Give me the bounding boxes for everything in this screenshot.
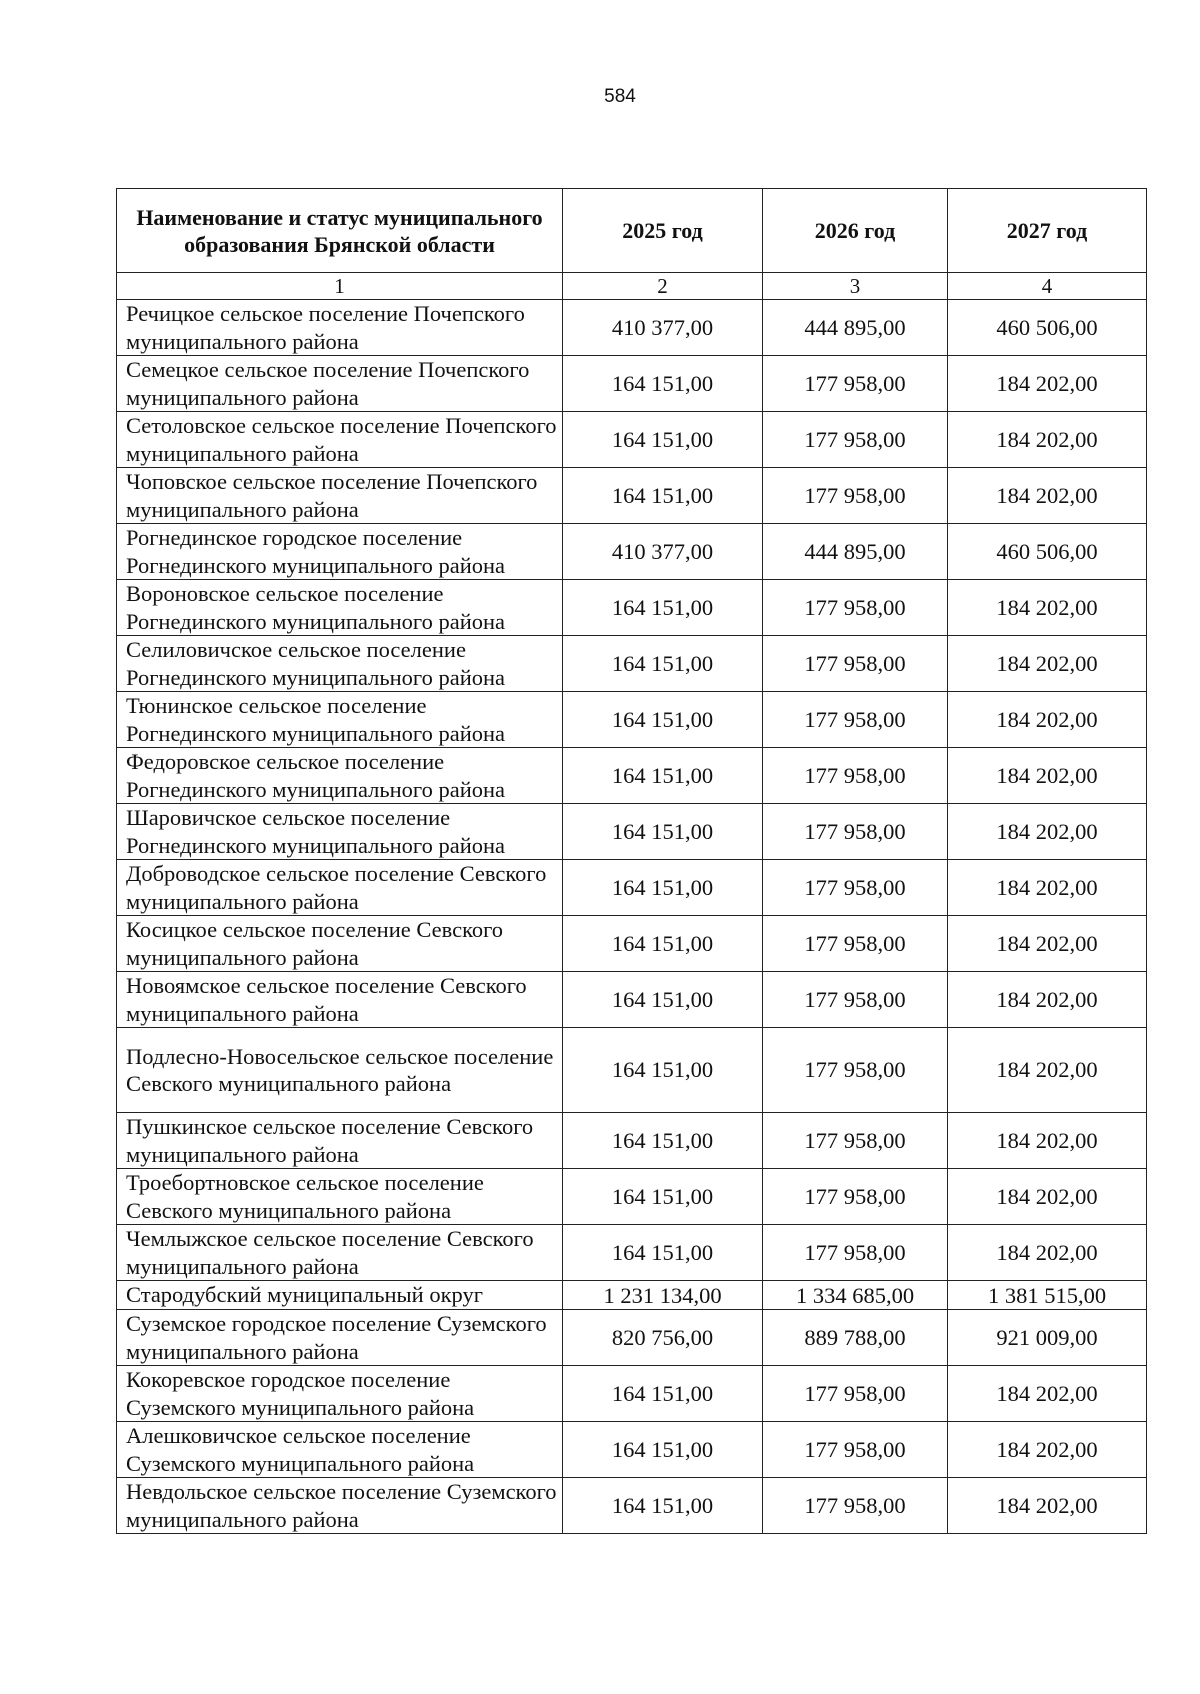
table-row xyxy=(117,1310,1147,1366)
amount-2026: 1 334 685,00 xyxy=(763,1281,948,1310)
amount-2026: 177 958,00 xyxy=(763,468,948,524)
header-municipality-name: Наименование и статус муниципального образования Брянской области xyxy=(117,189,563,273)
amount-2027: 460 506,00 xyxy=(948,300,1147,356)
table-row xyxy=(117,468,1147,524)
table-row xyxy=(117,860,1147,916)
column-number: 1 xyxy=(117,273,563,300)
amount-2027: 184 202,00 xyxy=(948,860,1147,916)
amount-2025: 164 151,00 xyxy=(563,916,763,972)
amount-2025: 164 151,00 xyxy=(563,1366,763,1422)
amount-2026: 177 958,00 xyxy=(763,1169,948,1225)
amount-2027: 184 202,00 xyxy=(948,1028,1147,1113)
amount-2025: 164 151,00 xyxy=(563,468,763,524)
amount-2026: 177 958,00 xyxy=(763,356,948,412)
municipality-name: Шаровичское сельское поселение Рогнединского муниципального района xyxy=(117,804,563,860)
amount-2026: 177 958,00 xyxy=(763,916,948,972)
table-row xyxy=(117,1113,1147,1169)
amount-2027: 184 202,00 xyxy=(948,748,1147,804)
amount-2025: 164 151,00 xyxy=(563,860,763,916)
amount-2026: 177 958,00 xyxy=(763,748,948,804)
amount-2026: 177 958,00 xyxy=(763,1225,948,1281)
amount-2026: 444 895,00 xyxy=(763,524,948,580)
amount-2026: 444 895,00 xyxy=(763,300,948,356)
column-number-row xyxy=(117,273,1147,300)
amount-2026: 177 958,00 xyxy=(763,692,948,748)
column-number: 4 xyxy=(948,273,1147,300)
amount-2026: 177 958,00 xyxy=(763,972,948,1028)
amount-2025: 164 151,00 xyxy=(563,356,763,412)
amount-2027: 184 202,00 xyxy=(948,972,1147,1028)
amount-2025: 164 151,00 xyxy=(563,1478,763,1534)
municipality-name: Подлесно-Новосельское сельское поселение Севского муниципального района xyxy=(117,1028,563,1113)
amount-2026: 177 958,00 xyxy=(763,580,948,636)
table-row xyxy=(117,1366,1147,1422)
table-row xyxy=(117,804,1147,860)
column-number: 3 xyxy=(763,273,948,300)
header-year-2027: 2027 год xyxy=(948,189,1147,273)
amount-2025: 410 377,00 xyxy=(563,300,763,356)
amount-2027: 184 202,00 xyxy=(948,804,1147,860)
table-row xyxy=(117,1225,1147,1281)
amount-2026: 177 958,00 xyxy=(763,1478,948,1534)
municipality-name: Стародубский муниципальный округ xyxy=(117,1281,563,1310)
municipality-name: Алешковичское сельское поселение Суземского муниципального района xyxy=(117,1422,563,1478)
table-row xyxy=(117,356,1147,412)
table-row xyxy=(117,748,1147,804)
amount-2027: 184 202,00 xyxy=(948,356,1147,412)
amount-2026: 177 958,00 xyxy=(763,860,948,916)
header-year-2026: 2026 год xyxy=(763,189,948,273)
amount-2025: 164 151,00 xyxy=(563,804,763,860)
municipality-name: Суземское городское поселение Суземского муниципального района xyxy=(117,1310,563,1366)
municipality-name: Новоямское сельское поселение Севского муниципального района xyxy=(117,972,563,1028)
municipality-name: Федоровское сельское поселение Рогнединского муниципального района xyxy=(117,748,563,804)
table-row xyxy=(117,916,1147,972)
municipality-name: Чоповское сельское поселение Почепского муниципального района xyxy=(117,468,563,524)
table-header-row xyxy=(117,189,1147,273)
amount-2025: 164 151,00 xyxy=(563,636,763,692)
municipality-name: Доброводское сельское поселение Севского муниципального района xyxy=(117,860,563,916)
amount-2027: 184 202,00 xyxy=(948,1225,1147,1281)
amount-2025: 164 151,00 xyxy=(563,1113,763,1169)
amount-2025: 164 151,00 xyxy=(563,1422,763,1478)
amount-2026: 177 958,00 xyxy=(763,636,948,692)
amount-2026: 177 958,00 xyxy=(763,1113,948,1169)
table-row xyxy=(117,1478,1147,1534)
amount-2027: 184 202,00 xyxy=(948,468,1147,524)
amount-2025: 164 151,00 xyxy=(563,692,763,748)
amount-2027: 184 202,00 xyxy=(948,1366,1147,1422)
amount-2025: 410 377,00 xyxy=(563,524,763,580)
amount-2025: 164 151,00 xyxy=(563,972,763,1028)
page-number: 584 xyxy=(604,86,636,107)
municipality-name: Рогнединское городское поселение Рогнединского муниципального района xyxy=(117,524,563,580)
amount-2026: 177 958,00 xyxy=(763,412,948,468)
amount-2027: 184 202,00 xyxy=(948,1478,1147,1534)
amount-2025: 164 151,00 xyxy=(563,412,763,468)
municipality-name: Невдольское сельское поселение Суземского муниципального района xyxy=(117,1478,563,1534)
amount-2027: 184 202,00 xyxy=(948,916,1147,972)
amount-2025: 164 151,00 xyxy=(563,1225,763,1281)
municipality-name: Чемлыжское сельское поселение Севского муниципального района xyxy=(117,1225,563,1281)
amount-2026: 889 788,00 xyxy=(763,1310,948,1366)
column-number: 2 xyxy=(563,273,763,300)
amount-2026: 177 958,00 xyxy=(763,1422,948,1478)
budget-allocation-table xyxy=(116,188,1147,1534)
amount-2025: 164 151,00 xyxy=(563,1169,763,1225)
municipality-name: Троебортновское сельское поселение Севского муниципального района xyxy=(117,1169,563,1225)
amount-2027: 184 202,00 xyxy=(948,1422,1147,1478)
municipality-name: Кокоревское городское поселение Суземского муниципального района xyxy=(117,1366,563,1422)
amount-2027: 184 202,00 xyxy=(948,1169,1147,1225)
amount-2025: 1 231 134,00 xyxy=(563,1281,763,1310)
table-row xyxy=(117,1028,1147,1113)
amount-2025: 164 151,00 xyxy=(563,748,763,804)
table-row xyxy=(117,692,1147,748)
municipality-name: Пушкинское сельское поселение Севского муниципального района xyxy=(117,1113,563,1169)
table-row xyxy=(117,636,1147,692)
header-year-2025: 2025 год xyxy=(563,189,763,273)
amount-2025: 164 151,00 xyxy=(563,580,763,636)
amount-2027: 184 202,00 xyxy=(948,1113,1147,1169)
table-row xyxy=(117,300,1147,356)
table-row xyxy=(117,1422,1147,1478)
table-row xyxy=(117,1169,1147,1225)
amount-2027: 184 202,00 xyxy=(948,692,1147,748)
municipality-name: Сетоловское сельское поселение Почепского муниципального района xyxy=(117,412,563,468)
amount-2026: 177 958,00 xyxy=(763,804,948,860)
municipality-name: Тюнинское сельское поселение Рогнединского муниципального района xyxy=(117,692,563,748)
municipality-name: Семецкое сельское поселение Почепского муниципального района xyxy=(117,356,563,412)
amount-2027: 1 381 515,00 xyxy=(948,1281,1147,1310)
amount-2027: 921 009,00 xyxy=(948,1310,1147,1366)
amount-2026: 177 958,00 xyxy=(763,1366,948,1422)
amount-2025: 820 756,00 xyxy=(563,1310,763,1366)
municipality-name: Вороновское сельское поселение Рогнединского муниципального района xyxy=(117,580,563,636)
municipality-name: Селиловичское сельское поселение Рогнединского муниципального района xyxy=(117,636,563,692)
amount-2025: 164 151,00 xyxy=(563,1028,763,1113)
amount-2027: 184 202,00 xyxy=(948,412,1147,468)
municipality-name: Косицкое сельское поселение Севского муниципального района xyxy=(117,916,563,972)
amount-2027: 184 202,00 xyxy=(948,636,1147,692)
amount-2026: 177 958,00 xyxy=(763,1028,948,1113)
table-row xyxy=(117,1281,1147,1310)
table-row xyxy=(117,524,1147,580)
table-row xyxy=(117,412,1147,468)
amount-2027: 184 202,00 xyxy=(948,580,1147,636)
table-row xyxy=(117,972,1147,1028)
municipality-name: Речицкое сельское поселение Почепского муниципального района xyxy=(117,300,563,356)
table-row xyxy=(117,580,1147,636)
amount-2027: 460 506,00 xyxy=(948,524,1147,580)
